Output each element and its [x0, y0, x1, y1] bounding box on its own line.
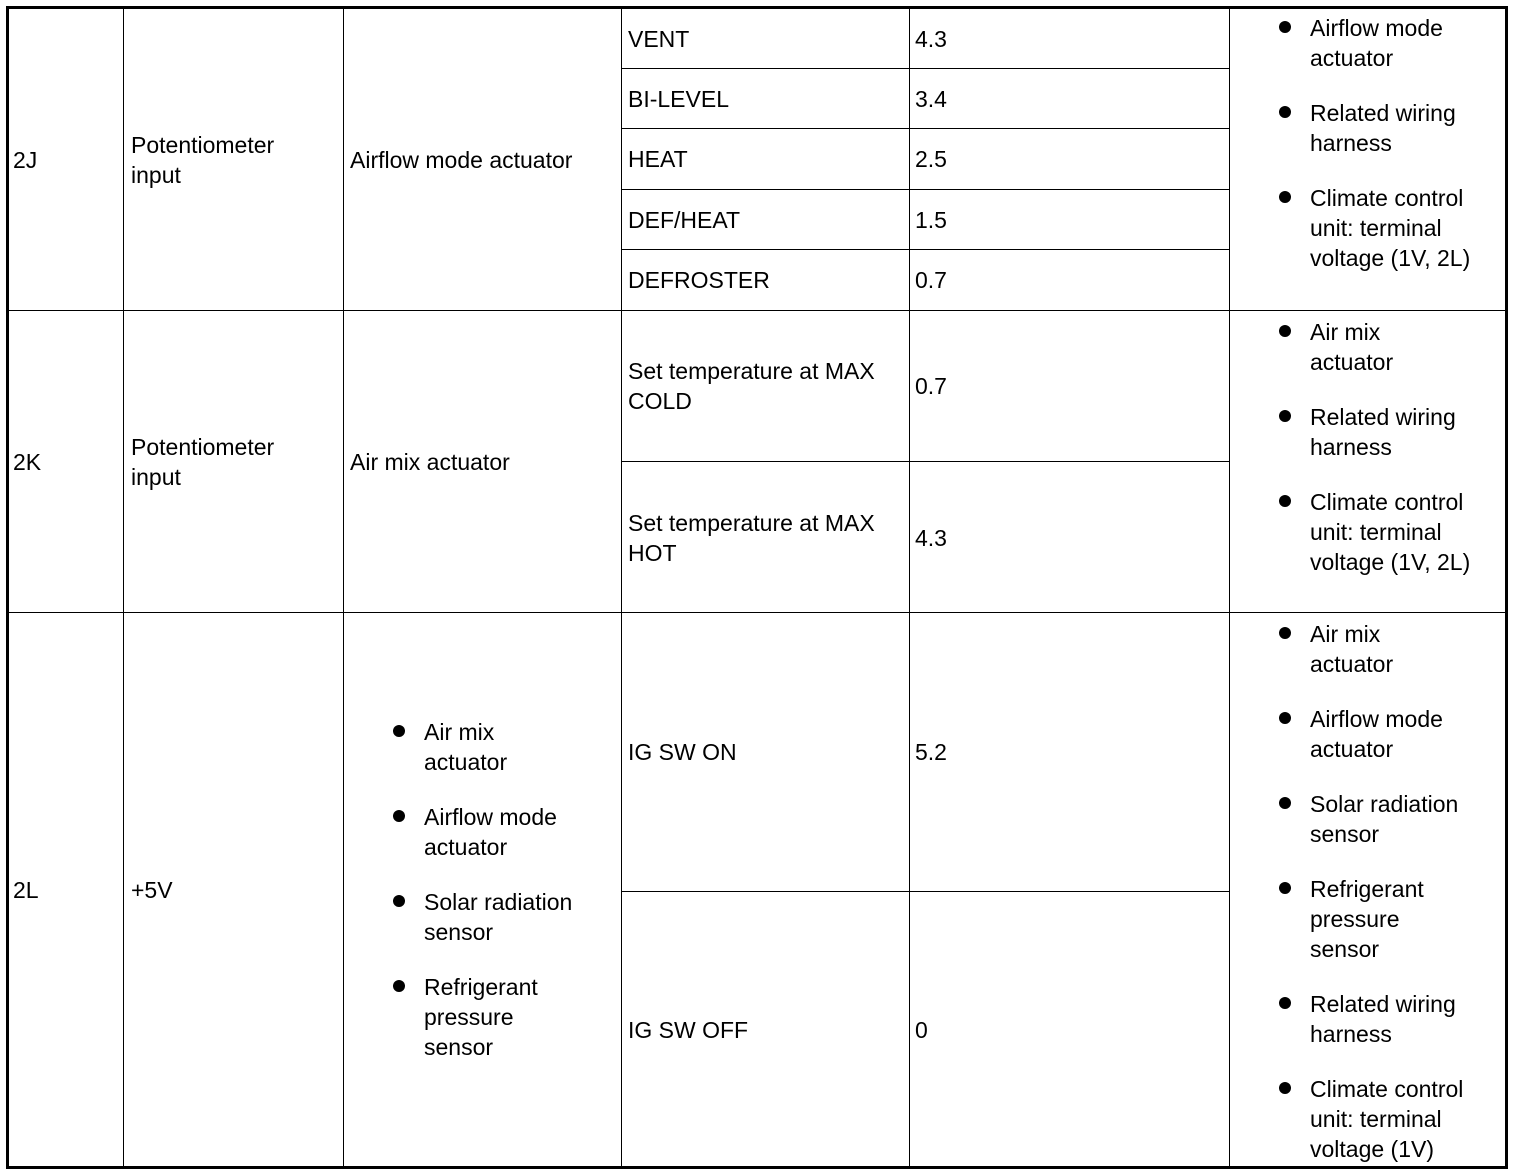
condition-ig-on: IG SW ON — [622, 613, 909, 892]
condition-bi-level: BI-LEVEL — [622, 69, 909, 129]
bullet-icon — [1279, 21, 1291, 33]
bullet-icon — [1279, 191, 1291, 203]
bullet-icon — [1279, 882, 1291, 894]
voltage-value: 1.5 — [910, 190, 1229, 250]
bullet-icon — [1279, 106, 1291, 118]
table-row-2j — [9, 9, 1505, 310]
condition-max-cold: Set temperature at MAX COLD — [622, 311, 909, 462]
bullet-icon — [1279, 325, 1291, 337]
condition-ig-off: IG SW OFF — [628, 1016, 749, 1043]
list-item: Related wiring harness — [1230, 98, 1505, 158]
list-item: Solar radiation sensor — [1230, 789, 1505, 849]
list-item: Climate control unit: terminal voltage (1V, 2L) — [1230, 183, 1505, 273]
list-item: Airflow mode actuator — [344, 802, 614, 862]
connected-to: Airflow mode actuator — [350, 146, 573, 173]
bullet-icon — [1279, 1082, 1291, 1094]
condition-cell — [622, 9, 910, 310]
inspection-list — [1230, 613, 1505, 1164]
terminal-cell — [9, 9, 124, 310]
list-item: Solar radiation sensor — [344, 887, 614, 947]
voltage-cell — [910, 311, 1230, 612]
list-item: Air mix actuator — [344, 717, 614, 777]
voltage-value: 5.2 — [910, 613, 1229, 892]
condition-cell — [622, 311, 910, 612]
inspection-list — [1230, 9, 1505, 273]
bullet-icon — [1279, 627, 1291, 639]
list-item: Refrigerant pressure sensor — [1230, 874, 1505, 964]
signal-name: Potentiometer input — [131, 131, 275, 188]
bullet-icon — [1279, 712, 1291, 724]
table-row-2k — [9, 310, 1505, 612]
bullet-icon — [1279, 797, 1291, 809]
voltage-cell — [910, 9, 1230, 310]
condition-defroster: DEFROSTER — [628, 267, 770, 293]
list-item: Related wiring harness — [1230, 402, 1505, 462]
list-item: Climate control unit: terminal voltage (1V, 2L) — [1230, 487, 1505, 577]
voltage-value: 4.3 — [910, 9, 1229, 69]
list-item: Related wiring harness — [1230, 989, 1505, 1049]
signal-name: +5V — [131, 876, 173, 903]
bullet-icon — [1279, 495, 1291, 507]
connected-to-cell — [344, 613, 622, 1166]
signal-cell — [124, 9, 344, 310]
connected-to-cell — [344, 9, 622, 310]
inspection-cell — [1230, 613, 1505, 1166]
condition-max-hot: Set temperature at MAX HOT — [628, 509, 875, 566]
bullet-icon — [393, 725, 405, 737]
connected-to-cell — [344, 311, 622, 612]
signal-cell — [124, 311, 344, 612]
voltage-value: 4.3 — [915, 524, 947, 551]
inspection-cell — [1230, 9, 1505, 310]
terminal-id: 2L — [13, 876, 39, 903]
voltage-value: 0.7 — [910, 311, 1229, 462]
connected-to-list — [344, 717, 614, 1062]
list-item: Air mix actuator — [1230, 619, 1505, 679]
condition-def-heat: DEF/HEAT — [622, 190, 909, 250]
inspection-list — [1230, 311, 1505, 577]
terminal-cell — [9, 613, 124, 1166]
list-item: Climate control unit: terminal voltage (1V) — [1230, 1074, 1505, 1164]
inspection-cell — [1230, 311, 1505, 612]
bullet-icon — [393, 980, 405, 992]
connected-to: Air mix actuator — [350, 448, 510, 475]
condition-cell — [622, 613, 910, 1166]
terminal-cell — [9, 311, 124, 612]
signal-name: Potentiometer input — [131, 433, 275, 490]
condition-heat: HEAT — [622, 129, 909, 190]
bullet-icon — [1279, 410, 1291, 422]
signal-cell — [124, 613, 344, 1166]
bullet-icon — [393, 810, 405, 822]
terminal-id: 2J — [13, 146, 38, 173]
voltage-value: 0 — [915, 1016, 928, 1043]
terminal-voltage-table — [6, 6, 1508, 1169]
list-item: Air mix actuator — [1230, 317, 1505, 377]
voltage-cell — [910, 613, 1230, 1166]
voltage-value: 2.5 — [910, 129, 1229, 190]
condition-vent: VENT — [622, 9, 909, 69]
table-row-2l — [9, 612, 1505, 1166]
list-item: Refrigerant pressure sensor — [344, 972, 614, 1062]
voltage-value: 3.4 — [910, 69, 1229, 129]
list-item: Airflow mode actuator — [1230, 704, 1505, 764]
bullet-icon — [1279, 997, 1291, 1009]
list-item: Airflow mode actuator — [1230, 13, 1505, 73]
bullet-icon — [393, 895, 405, 907]
terminal-id: 2K — [13, 448, 42, 475]
voltage-value: 0.7 — [915, 267, 947, 293]
